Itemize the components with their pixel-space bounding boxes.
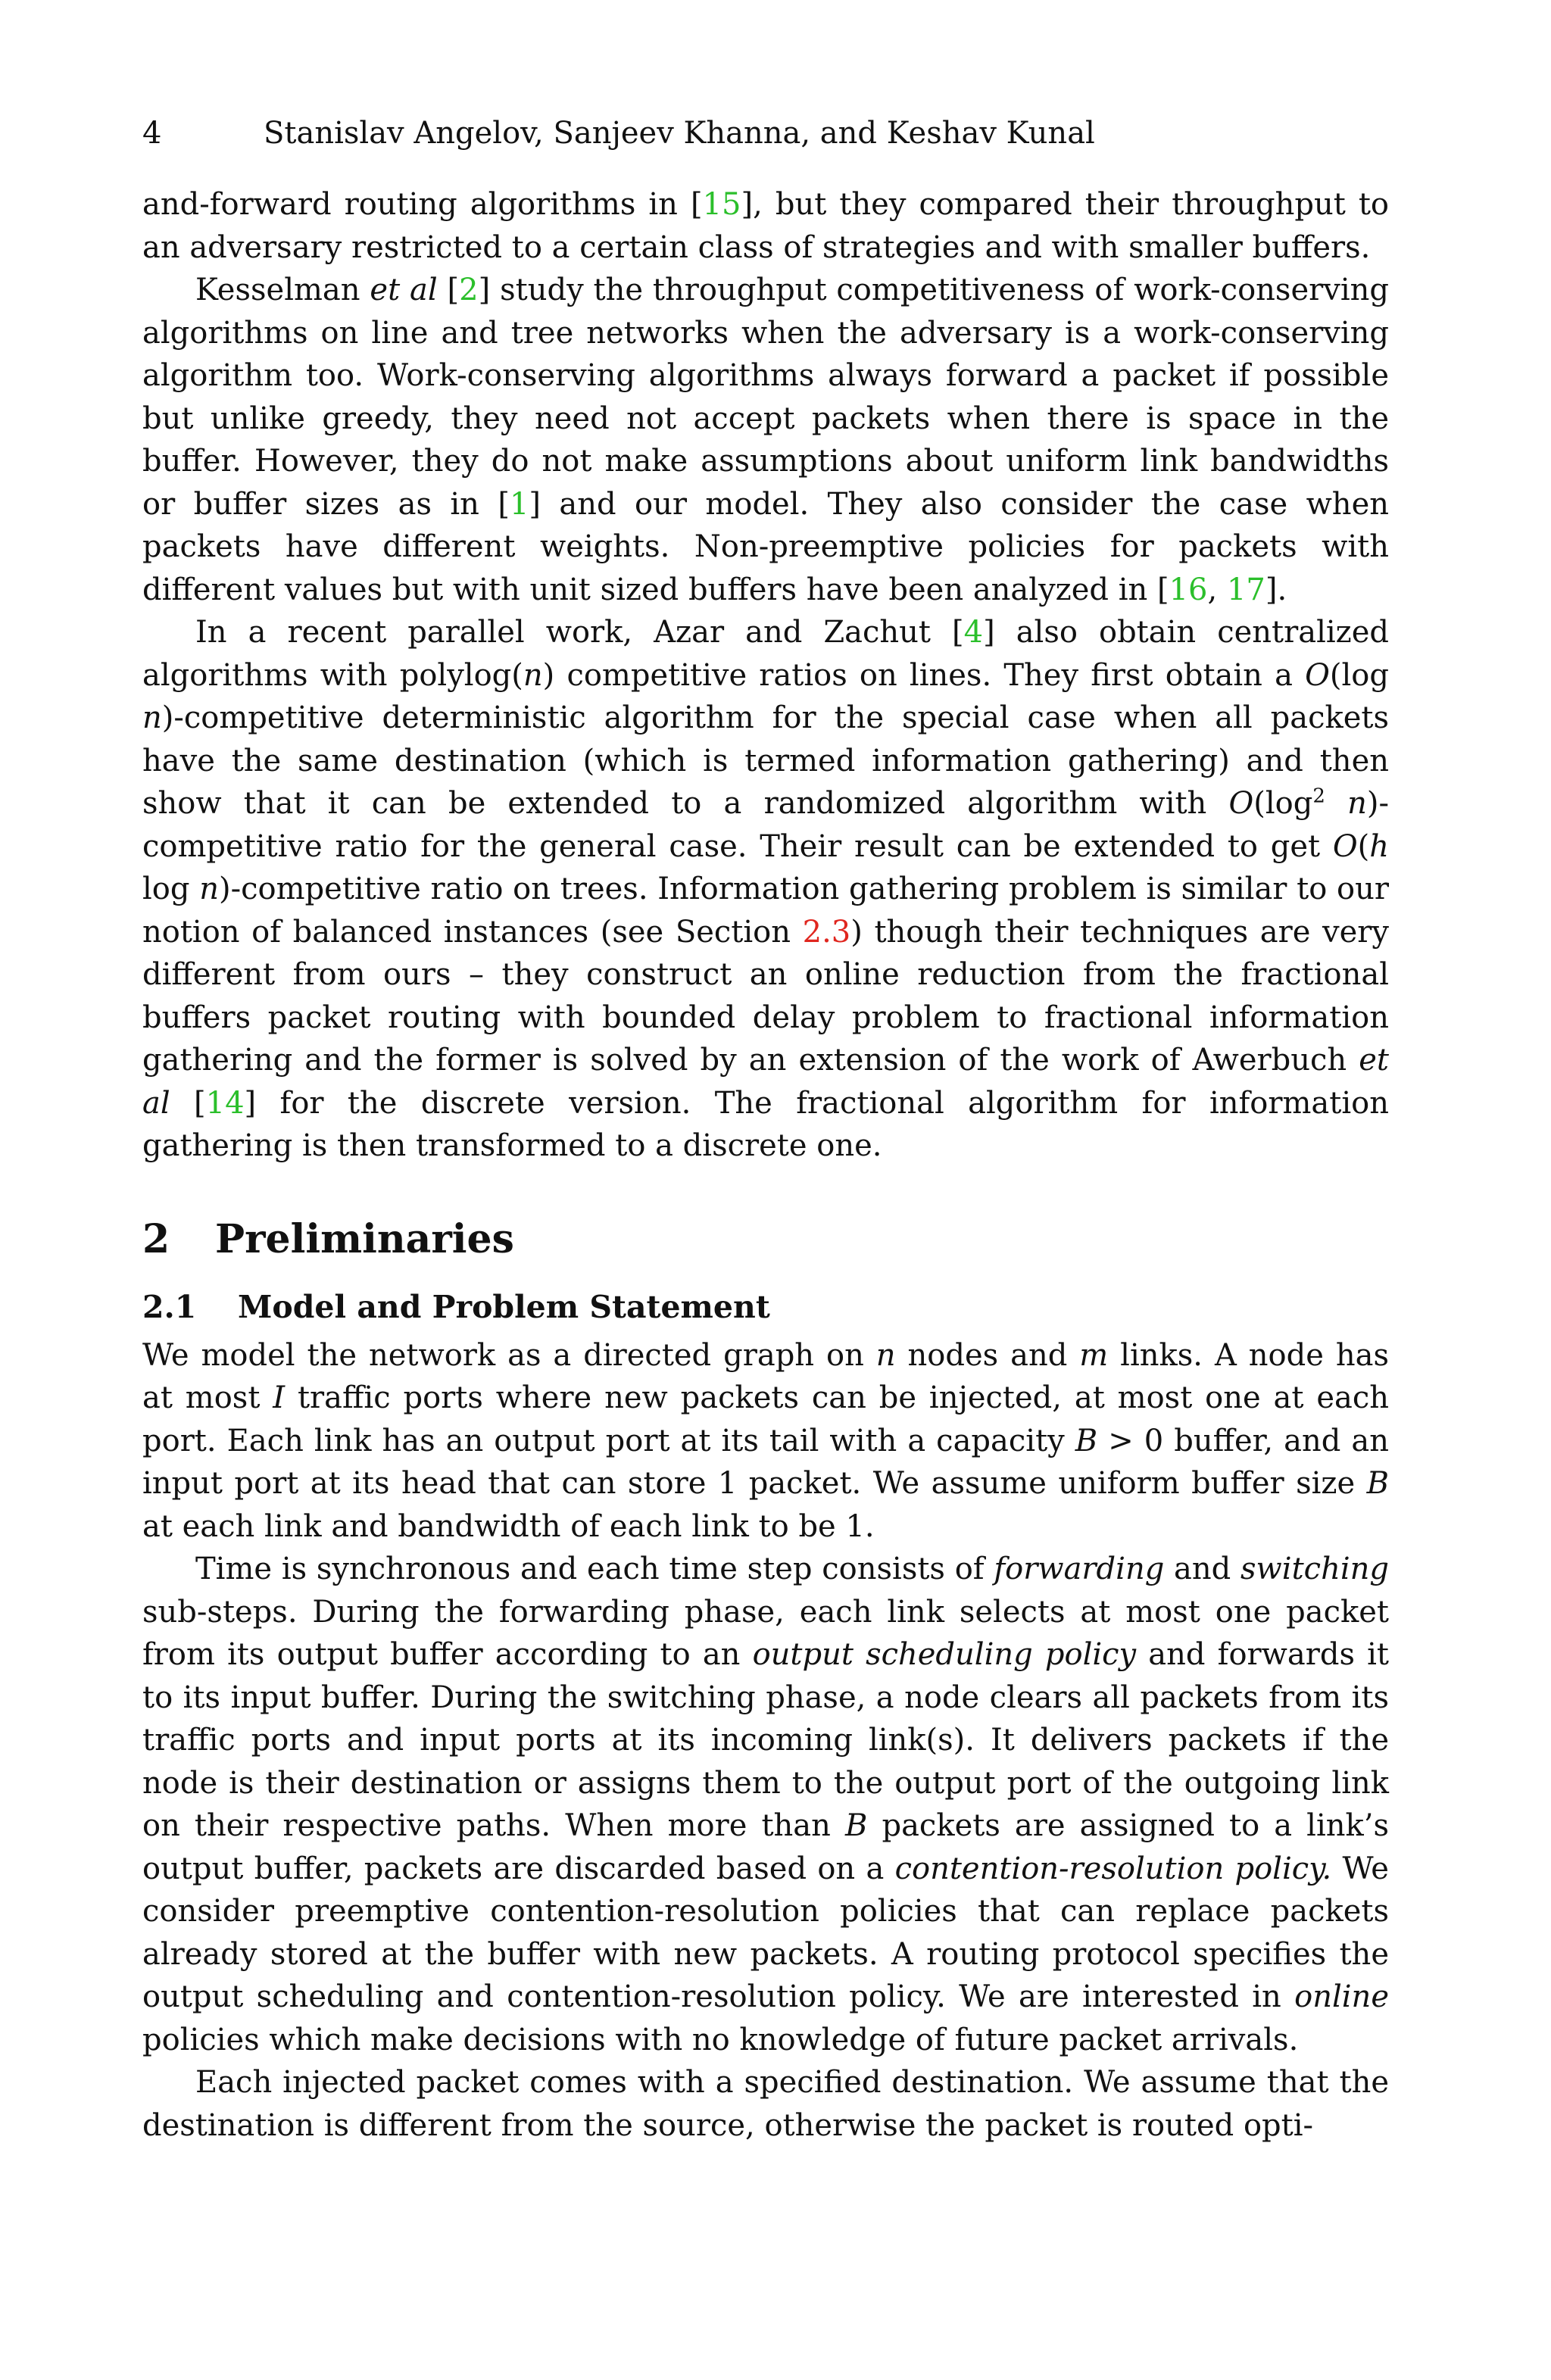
emphasis: forwarding — [994, 1552, 1165, 1586]
text: traffic ports where new packets can be injected, at most one at each port. Each link has an output port at its tail with a capacity — [142, 1380, 1390, 1458]
text: > 0 buffer, and an input port at its head that can store 1 packet. We assume uniform buffer size — [142, 1423, 1389, 1501]
citation-link[interactable]: 4 — [963, 615, 984, 650]
section-heading — [142, 1213, 1389, 1266]
text: [ — [437, 273, 460, 307]
text: In a recent parallel work, Azar and Zachut [ — [195, 615, 964, 650]
math-var: O — [1305, 657, 1330, 693]
text: ] also obtain centralized algorithms with polylog( — [142, 615, 1390, 693]
paragraph-4 — [142, 1334, 1389, 1549]
text: , — [1207, 572, 1227, 607]
citation-link[interactable]: 14 — [205, 1085, 245, 1121]
text: ( — [1357, 828, 1370, 864]
text: Kesselman — [195, 273, 370, 307]
text: )-competitive ratio for the general case. Their result can be extended to get — [142, 786, 1389, 864]
text: )-competitive ratio on trees. Information gathering problem is similar to our notion of balanced instances (see Section — [142, 872, 1389, 950]
math-var: B — [1075, 1423, 1098, 1458]
emphasis: switching — [1240, 1552, 1389, 1586]
running-header — [142, 114, 1389, 153]
text: ) though their techniques are very different from ours – they construct an online reduction from the fractional buffers packet routing with bounded delay problem to fractional information gathering and the former is solved by an extension of the work of Awerbuch — [142, 914, 1389, 1078]
math-var: B — [845, 1808, 868, 1843]
text: and — [1164, 1552, 1241, 1586]
text: ]. — [1265, 572, 1287, 607]
math-var: O — [1228, 786, 1254, 821]
text: sub-steps. During the forwarding phase, each link selects at most one packet from its output buffer according to an — [142, 1594, 1389, 1672]
text: and-forward routing algorithms in [ — [142, 187, 703, 222]
text: We consider preemptive contention-resolution policies that can replace packets already stored at the buffer with new packets. A routing protocol specifies the output scheduling and contention-resolution policy. We are interested in — [142, 1851, 1389, 2014]
text: (log — [1253, 786, 1313, 821]
paragraph-1 — [142, 183, 1389, 269]
emphasis: et al — [370, 273, 438, 307]
emphasis: online — [1294, 1979, 1389, 2014]
emphasis: contention-resolution policy. — [894, 1851, 1332, 1886]
superscript: 2 — [1312, 784, 1325, 808]
text: Each injected packet comes with a specified destination. We assume that the destination is different from the source, otherwise the packet is routed opti- — [142, 2065, 1389, 2143]
subsection-number: 2.1 — [142, 1288, 197, 1325]
paragraph-5 — [142, 1548, 1389, 2061]
text: ] study the throughput competitiveness of work-conserving algorithms on line and tree networks when the adversary is a work-conserving algorithm too. Work-conserving algorithms always forward a packet if possible but unlike greedy, they need not accept packets when there is space in the buffer. However, they do not make assumptions about uniform link bandwidths or buffer sizes as in [ — [142, 273, 1390, 522]
math-var: n — [875, 1337, 896, 1373]
emphasis: et al — [142, 1043, 1389, 1121]
paragraph-6 — [142, 2061, 1389, 2147]
text — [1325, 786, 1347, 821]
paragraph-3 — [142, 611, 1389, 1168]
citation-link[interactable]: 17 — [1226, 572, 1265, 607]
section-link[interactable]: 2.3 — [802, 914, 851, 950]
math-var: B — [1366, 1466, 1389, 1501]
subsection-title: Model and Problem Statement — [238, 1288, 770, 1325]
text: ) competitive ratios on lines. They first obtain a — [542, 657, 1306, 693]
text: log — [142, 872, 200, 906]
text: at each link and bandwidth of each link to be 1. — [142, 1508, 875, 1544]
math-var: n — [1347, 786, 1367, 821]
text: ], but they compared their throughput to an adversary restricted to a certain class of strategies and with smaller buffers. — [142, 187, 1389, 265]
section-number: 2 — [142, 1215, 170, 1262]
citation-link[interactable]: 2 — [459, 273, 479, 307]
text: links. A node has at most — [142, 1337, 1389, 1415]
text: nodes and — [895, 1337, 1080, 1373]
text: [ — [170, 1085, 206, 1121]
math-var: n — [199, 872, 219, 906]
emphasis: output scheduling policy — [752, 1637, 1137, 1672]
citation-link[interactable]: 16 — [1169, 572, 1208, 607]
text: ] and our model. They also consider the case when packets have different weights. Non-preemptive policies for packets with different values but with unit sized buffers have been analyzed in [ — [142, 486, 1390, 607]
text: ] for the discrete version. The fractional algorithm for information gathering is then transformed to a discrete one. — [142, 1085, 1389, 1163]
text: policies which make decisions with no knowledge of future packet arrivals. — [142, 2022, 1299, 2057]
paragraph-2 — [142, 269, 1389, 611]
page-number: 4 — [142, 116, 162, 151]
math-var: m — [1079, 1337, 1109, 1373]
subsection-heading — [142, 1284, 1389, 1330]
text: Time is synchronous and each time step consists of — [195, 1552, 994, 1586]
section-title: Preliminaries — [215, 1215, 514, 1262]
text: )-competitive deterministic algorithm for the special case when all packets have the same destination (which is termed information gathering) and then show that it can be extended to a randomized algorithm with — [142, 700, 1389, 821]
page — [142, 114, 1389, 2147]
text: We model the network as a directed graph on — [142, 1337, 876, 1373]
citation-link[interactable]: 1 — [509, 486, 529, 522]
text: packets are assigned to a link’s output buffer, packets are discarded based on a — [142, 1808, 1390, 1886]
math-var: O — [1332, 828, 1358, 864]
citation-link[interactable]: 15 — [702, 187, 741, 222]
text: and forwards it to its input buffer. During the switching phase, a node clears all packets from its traffic ports and input ports at its incoming link(s). It delivers packets if the node is their destination or assigns them to the output port of the outgoing link on their respective paths. When more than — [142, 1637, 1389, 1843]
math-var: n — [523, 657, 543, 693]
math-var: h — [1369, 828, 1389, 864]
author-line: Stanislav Angelov, Sanjeev Khanna, and Keshav Kunal — [264, 116, 1095, 151]
math-var: I — [273, 1380, 286, 1415]
text: (log — [1329, 657, 1389, 693]
math-var: n — [142, 700, 162, 735]
